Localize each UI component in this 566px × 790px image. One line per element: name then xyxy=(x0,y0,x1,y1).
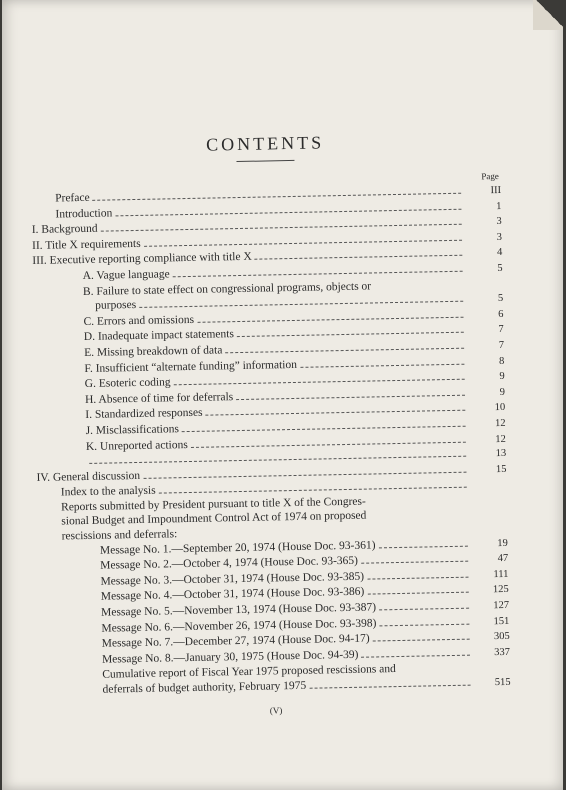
page-column-header: Page xyxy=(481,171,499,182)
toc-entry: H. Absence of time for deferrals 9 xyxy=(84,386,506,406)
toc-entry: Introduction 1 xyxy=(55,200,502,221)
toc-entry-line1: B. Failure to state effect on congressional programs, objects or xyxy=(82,280,372,298)
toc-entry: IV. General discussion 15 xyxy=(36,463,507,484)
contents-block xyxy=(30,129,511,720)
toc-entry: I. Background 3 xyxy=(31,216,502,237)
toc-entry: purposes 5 xyxy=(95,293,504,312)
toc-entry-line1: Reports submitted by President pursuant to title X of the Congres- xyxy=(60,495,366,514)
toc-entry-line1: Cumulative report of Fiscal Year 1975 proposed rescissions and xyxy=(102,663,396,682)
toc-entry: Message No. 4.—October 31, 1974 (House Doc. 93-386) 125 xyxy=(100,584,509,604)
toc-entry: Message No. 8.—January 30, 1975 (House Doc. 94-39) 337 xyxy=(101,646,511,666)
toc-entry: Message No. 2.—October 4, 1974 (House Doc. 93-365) 47 xyxy=(100,553,509,572)
page-number-footer: (V) xyxy=(269,704,283,716)
toc-entry-line3: rescissions and deferrals: xyxy=(61,528,178,543)
toc-entry: Message No. 7.—December 27, 1974 (House Doc. 94-17) 305 xyxy=(101,631,510,650)
toc-entry: E. Missing breakdown of data 7 xyxy=(84,339,505,359)
toc-entry: K. Unreported actions 12 xyxy=(85,433,506,453)
toc-entry-line2: sional Budget and Impoundment Control Act of 1974 on proposed xyxy=(61,510,367,528)
toc-entry: Message No. 1.—September 20, 1974 (House Doc. 93-361) 19 xyxy=(99,537,508,557)
toc-entry: D. Inadequate impact statements 7 xyxy=(83,324,504,344)
toc-entry: Preface III xyxy=(55,184,502,205)
toc-entry: 13 xyxy=(36,447,506,471)
toc-entry: J. Misclassifications 12 xyxy=(85,417,506,437)
toc-entry: F. Insufficient “alternate funding” information 8 xyxy=(84,355,505,375)
toc-entry: Index to the analysis xyxy=(37,477,507,501)
toc-entry: II. Title X requirements 3 xyxy=(31,231,503,252)
toc-entry: I. Standardized responses 10 xyxy=(85,402,506,422)
toc-entry: Message No. 5.—November 13, 1974 (House Doc. 93-387) 127 xyxy=(101,599,510,619)
toc-entry: Message No. 6.—November 26, 1974 (House Doc. 93-398) 151 xyxy=(101,615,510,635)
title-underline xyxy=(236,160,294,162)
toc-entry: III. Executive reporting compliance with title X 4 xyxy=(32,247,503,268)
folded-corner xyxy=(533,0,563,30)
document-page xyxy=(2,0,563,790)
page-title: CONTENTS xyxy=(205,132,325,155)
toc-entry: A. Vague language 5 xyxy=(82,262,503,282)
toc-entry: Message No. 3.—October 31, 1974 (House Doc. 93-385) 111 xyxy=(100,568,509,588)
toc-entry: deferrals of budget authority, February 1975 515 xyxy=(102,676,511,696)
toc-entry: C. Errors and omissions 6 xyxy=(83,308,504,328)
toc-entry: G. Esoteric coding 9 xyxy=(84,371,505,391)
